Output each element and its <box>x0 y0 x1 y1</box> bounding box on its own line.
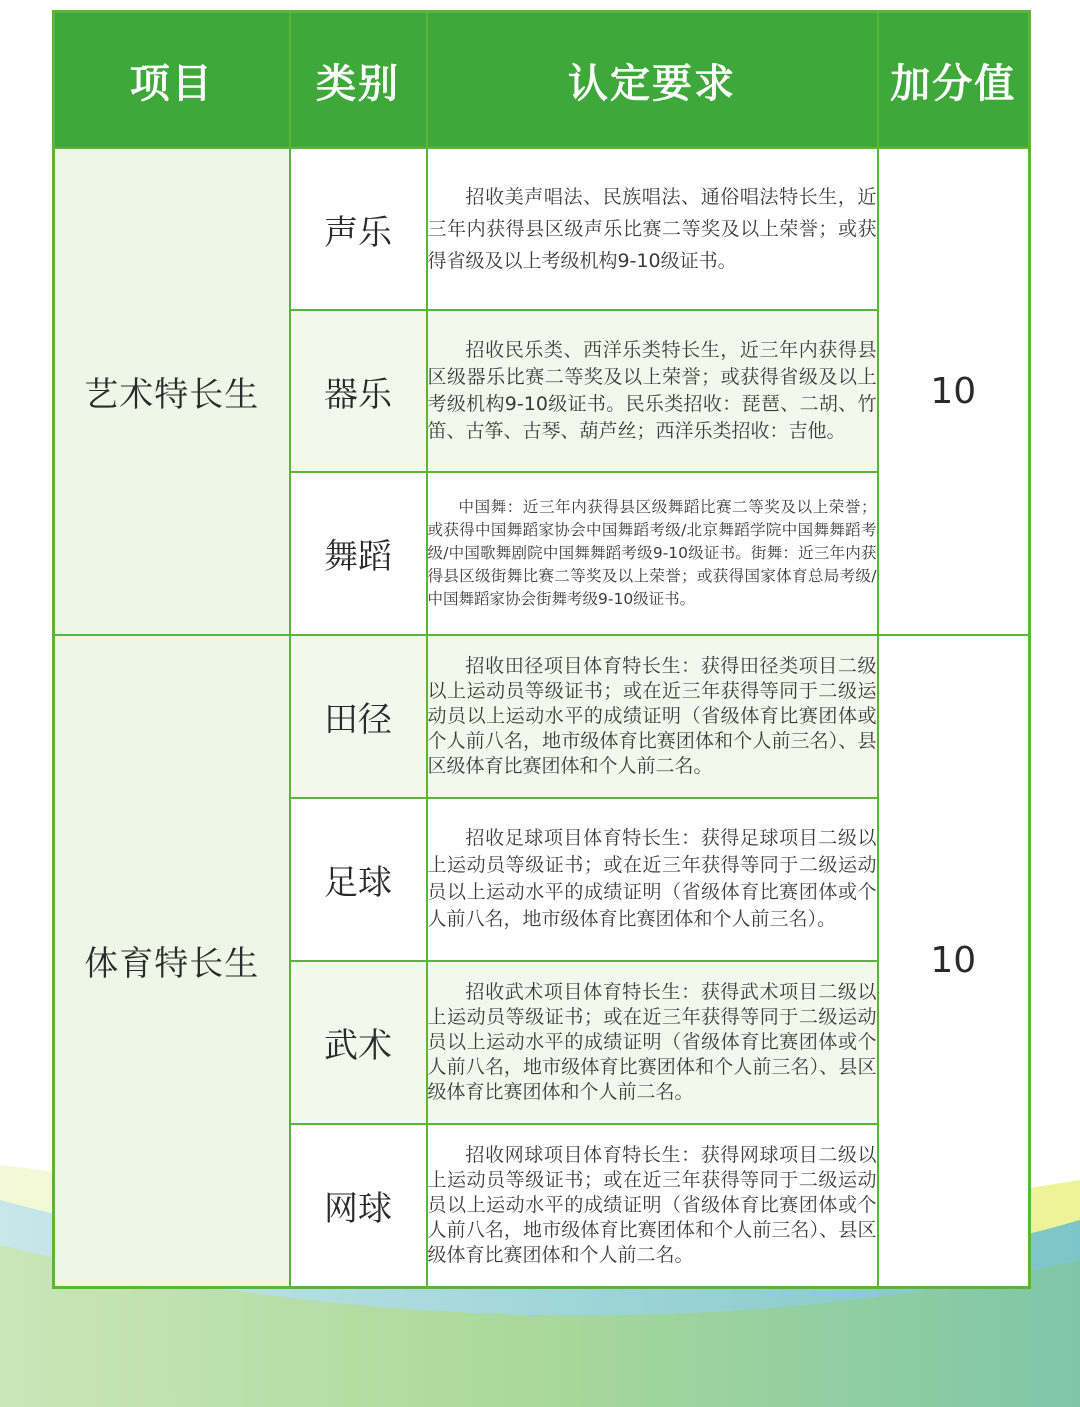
requirement-vocal: 招收美声唱法、民族唱法、通俗唱法特长生，近三年内获得县区级声乐比赛二等奖及以上荣誉；或获得省级及以上考级机构9-10级证书。 <box>427 148 878 310</box>
header-project: 项目 <box>54 12 290 149</box>
requirement-dance: 中国舞：近三年内获得县区级舞蹈比赛二等奖及以上荣誉；或获得中国舞蹈家协会中国舞蹈考级/北京舞蹈学院中国舞舞蹈考级/中国歌舞剧院中国舞舞蹈考级9-10级证书。街舞：近三年内获得县区级街舞比赛二等奖及以上荣誉；或获得国家体育总局考级/中国舞蹈家协会街舞考级9-10级证书。 <box>427 472 878 634</box>
requirement-instrumental: 招收民乐类、西洋乐类特长生，近三年内获得县区级器乐比赛二等奖及以上荣誉；或获得省级及以上考级机构9-10级证书。民乐类招收：琵琶、二胡、竹笛、古筝、古琴、葫芦丝；西洋乐类招收：吉他。 <box>427 310 878 472</box>
table-row <box>54 635 1030 798</box>
header-score: 加分值 <box>878 12 1030 149</box>
requirement-martial-arts: 招收武术项目体育特长生：获得武术项目二级以上运动员等级证书；或在近三年获得等同于二级运动员以上运动水平的成绩证明（省级体育比赛团体或个人前八名，地市级体育比赛团体和个人前三名）、县区级体育比赛团体和个人前二名。 <box>427 961 878 1124</box>
score-sports: 10 <box>878 635 1030 1288</box>
project-sports: 体育特长生 <box>54 635 290 1288</box>
project-art: 艺术特长生 <box>54 148 290 635</box>
score-art: 10 <box>878 148 1030 635</box>
header-requirements: 认定要求 <box>427 12 878 149</box>
category-dance: 舞蹈 <box>290 472 427 634</box>
category-track: 田径 <box>290 635 427 798</box>
table-row <box>54 148 1030 310</box>
category-tennis: 网球 <box>290 1124 427 1287</box>
category-vocal: 声乐 <box>290 148 427 310</box>
requirement-football: 招收足球项目体育特长生：获得足球项目二级以上运动员等级证书；或在近三年获得等同于二级运动员以上运动水平的成绩证明（省级体育比赛团体或个人前八名，地市级体育比赛团体和个人前三名）。 <box>427 798 878 961</box>
requirement-track: 招收田径项目体育特长生：获得田径类项目二级以上运动员等级证书；或在近三年获得等同于二级运动员以上运动水平的成绩证明（省级体育比赛团体或个人前八名，地市级体育比赛团体和个人前三名）、县区级体育比赛团体和个人前二名。 <box>427 635 878 798</box>
category-martial-arts: 武术 <box>290 961 427 1124</box>
requirement-tennis: 招收网球项目体育特长生：获得网球项目二级以上运动员等级证书；或在近三年获得等同于二级运动员以上运动水平的成绩证明（省级体育比赛团体或个人前八名，地市级体育比赛团体和个人前三名）、县区级体育比赛团体和个人前二名。 <box>427 1124 878 1287</box>
category-football: 足球 <box>290 798 427 961</box>
requirements-table <box>52 10 1031 1289</box>
category-instrumental: 器乐 <box>290 310 427 472</box>
header-category: 类别 <box>290 12 427 149</box>
